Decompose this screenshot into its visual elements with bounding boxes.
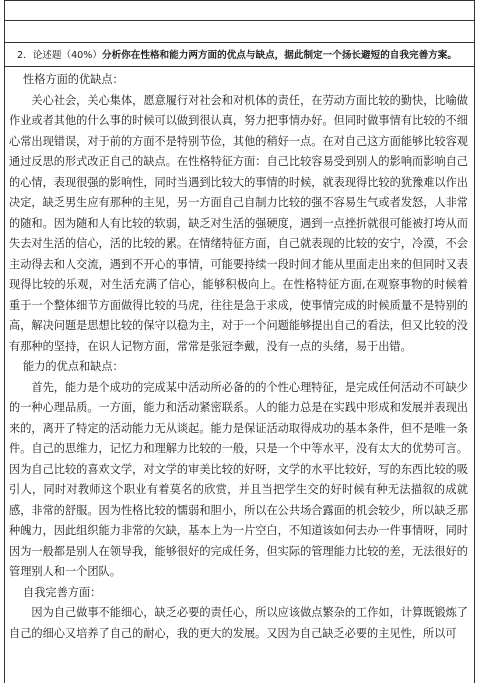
table-divider xyxy=(5,66,474,67)
table-divider xyxy=(5,42,474,43)
section-heading-self-improvement: 自我完善方面： xyxy=(23,585,102,599)
table-top-border xyxy=(5,0,474,1)
question-number: 2．论述题（40%） xyxy=(17,50,102,61)
section-paragraph-personality: 关心社会，关心集体，愿意履行对社会和对机体的责任，在劳动方面比较的勤快，比喻做作业或者其他的什么事的时候可以做到很认真，努力把事情办好。但同时做事情有比较的不细心常出现错误，对于前的方面不是特别节俭，其他的稍好一点。在对自己这方面能够比较容观通过反思的形式改正自己的缺点。在性格特征方面：自己比较容易受到别人的影响而影响自己的心情，表现很强的影响性，同时当遇到比较大的事情的时候，就表现得比较的犹豫难以作出决定，缺乏男生应有那种的主见，另一方面自己自制力比较的强不容易生气或者发怒，人非常的随和。因为随和人有比较的软弱，缺乏对生活的强硬度，遇到一点挫折就很可能被打垮从而失去对生活的信心，活的比较的累。在情绪特征方面，自己就表现的比较的安宁，冷漠，不会主动得去和人交流，遇到不开心的事情，可能要持续一段时间才能从里面走出来的但同时又表现得比较的乐观，对生活充满了信心，能够积极向上。在性格特征方面,在观察事物的时候着重于一个整体细节方面做得比较的马虎，往往是急于求成，使事情完成的时候质量不是特别的高，解决问题是思想比较的保守以稳为主，对于一个问题能够提出自己的看法，但又比较的没有那种的坚持，在识人记物方面，常常是张冠李戴，没有一点的头绪，易于出错。 xyxy=(9,93,468,353)
section-heading-personality: 性格方面的优缺点： xyxy=(23,73,124,86)
question-prompt: 分析你在性格和能力两方面的优点与缺点，据此制定一个扬长避短的自我完善方案。 xyxy=(102,50,457,61)
answer-body xyxy=(9,70,468,644)
section-paragraph-ability: 首先，能力是个成功的完成某中活动所必备的的个性心理特征，是完成任何活动不可缺少的一种心理品质。一方面，能力和活动紧密联系。人的能力总是在实践中形成和发展并表现出来的，离开了特定的活动能力无从谈起。能力是保证活动取得成功的基本条件，但不是唯一条件。自己的思维力，记忆力和理解力比较的一般，只是一个中等水平，没有太大的优势可言。因为自己比较的喜欢文学，对文学的审美比较的好呀，文学的水平比较好，写的东西比较的吸引人，同时对教师这个职业有着莫名的欣赏，并且当把学生交的好时候有种无法描叙的成就感，非常的舒服。因为性格比较的懦弱和胆小，所以在公共场合露面的机会较少，所以缺乏那种魄力，因此组织能力非常的欠缺，基本上为一片空白，不知道该如何去办一件事情呀，同时因为一般都是别人在领导我，能够很好的完成任务，但实际的管理能力比较的差，无法很好的管理别人和一个团队。 xyxy=(9,380,468,578)
document-table xyxy=(4,0,475,683)
table-divider xyxy=(5,20,474,21)
section-paragraph-self-improvement: 因为自己做事不能细心，缺乏必要的责任心，所以应该做点繁杂的工作如，计算既锻炼了自己的细心又培养了自己的耐心，我的更大的发展。又因为自己缺乏必要的主见性，所以可 xyxy=(9,606,468,640)
section-heading-ability: 能力的优点和缺点： xyxy=(23,360,124,373)
question-title xyxy=(17,49,472,63)
